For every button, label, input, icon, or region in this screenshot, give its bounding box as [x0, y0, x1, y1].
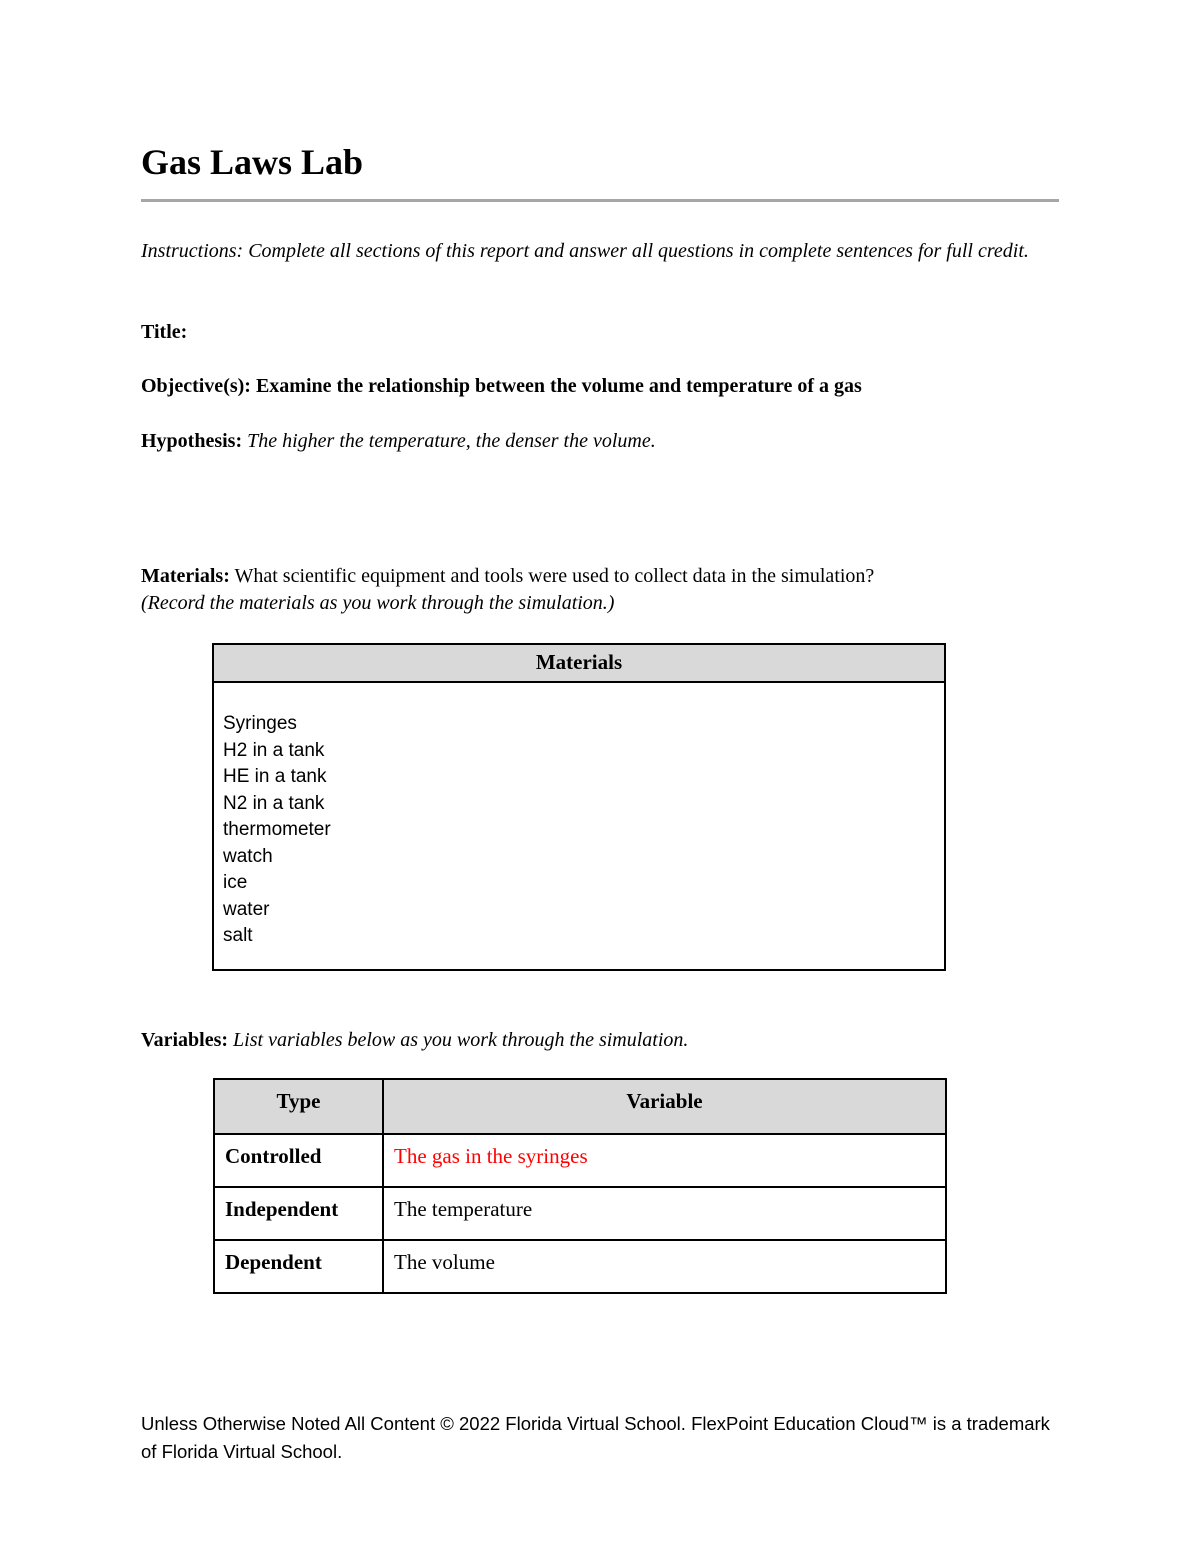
- materials-label: Materials:: [141, 565, 230, 587]
- hypothesis-text: The higher the temperature, the denser the volume.: [242, 430, 656, 452]
- materials-note: (Record the materials as you work through the simulation.): [141, 592, 615, 614]
- document-title: Gas Laws Lab: [141, 142, 364, 182]
- table-row: [214, 1134, 946, 1187]
- table-row: [214, 1187, 946, 1240]
- variable-value-cell: The temperature: [383, 1187, 946, 1240]
- hypothesis-line: [141, 428, 656, 455]
- variables-table: [213, 1078, 947, 1294]
- materials-item: water: [223, 898, 270, 920]
- instructions-text: Instructions: Complete all sections of this report and answer all questions in complete sentences for full credit.: [141, 240, 1029, 262]
- title-label: Title:: [141, 321, 188, 343]
- column-header-type: Type: [214, 1079, 383, 1134]
- materials-item: N2 in a tank: [223, 792, 325, 814]
- variable-type-cell: Dependent: [214, 1240, 383, 1293]
- materials-item: Syringes: [223, 713, 297, 734]
- materials-table-header: Materials: [214, 645, 944, 683]
- column-header-variable: Variable: [383, 1079, 946, 1134]
- objective-text: Examine the relationship between the volume and temperature of a gas: [250, 375, 862, 397]
- materials-table: [212, 643, 946, 971]
- materials-item: thermometer: [223, 819, 331, 840]
- table-row: [214, 1240, 946, 1293]
- variable-value-cell: The volume: [383, 1240, 946, 1293]
- variables-label: Variables:: [141, 1029, 229, 1051]
- materials-item: ice: [223, 872, 248, 893]
- materials-item: salt: [223, 925, 253, 946]
- variables-header-row: [214, 1079, 946, 1134]
- materials-question: What scientific equipment and tools were used to collect data in the simulation?: [229, 565, 875, 587]
- objective-label: Objective(s):: [141, 375, 251, 397]
- materials-line: [141, 563, 1061, 617]
- variable-type-cell: Controlled: [214, 1134, 383, 1187]
- variables-text: List variables below as you work through the simulation.: [228, 1029, 689, 1051]
- objective-line: [141, 373, 862, 400]
- footer-copyright: Unless Otherwise Noted All Content © 2022 Florida Virtual School. FlexPoint Education Cloud™ is a trademark of Florida Virtual School.: [141, 1413, 1050, 1462]
- variable-value-cell: The gas in the syringes: [383, 1134, 946, 1187]
- materials-item: H2 in a tank: [223, 739, 325, 761]
- materials-list: [214, 683, 944, 950]
- materials-item: HE in a tank: [223, 766, 327, 787]
- hypothesis-label: Hypothesis:: [141, 430, 243, 452]
- variables-line: [141, 1027, 688, 1054]
- materials-item: watch: [223, 845, 273, 867]
- title-divider: [141, 199, 1059, 202]
- variable-type-cell: Independent: [214, 1187, 383, 1240]
